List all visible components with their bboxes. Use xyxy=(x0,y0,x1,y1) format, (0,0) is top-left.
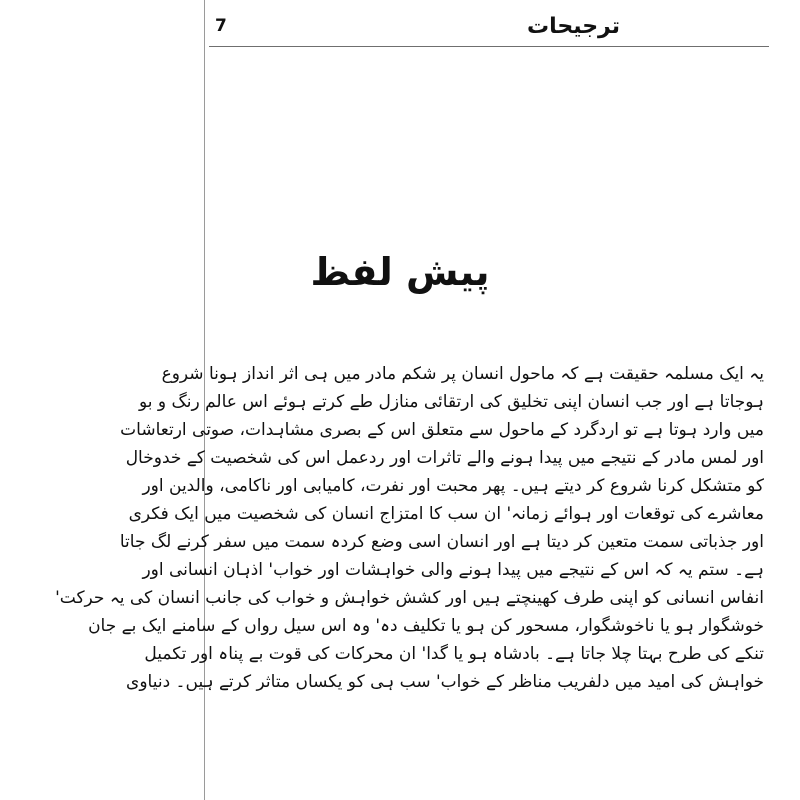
text-line: خوشگوار ہو یا ناخوشگوار، مسحور کن ہو یا تکلیف دہ' وہ اس سیل رواں کے سامنے ایک بے جان xyxy=(88,616,764,636)
text-line: معاشرے کی توقعات اور ہوائے زمانہ' ان سب کا امتزاج انسان کی شخصیت میں ایک فکری xyxy=(128,504,764,524)
text-line: انفاس انسانی کو اپنی طرف کھینچتے ہیں اور کشش خواہش و خواب کی جانب انسان کی یہ حرکت' xyxy=(55,588,764,608)
text-line: کو متشکل کرنا شروع کر دیتے ہیں۔ پھر محبت اور نفرت، کامیابی اور ناکامی، والدین اور xyxy=(142,476,764,496)
text-line: ہے۔ ستم یہ کہ اس کے نتیجے میں پیدا ہونے والی خواہشات اور خواب' اذہان انسانی اور xyxy=(142,560,764,580)
running-title: ترجیحات xyxy=(526,14,620,39)
text-line: اور جذباتی سمت متعین کر دیتا ہے اور انسان اسی وضع کردہ سمت میں سفر کرنے لگ جاتا xyxy=(119,532,764,552)
text-line: ہوجاتا ہے اور جب انسان اپنی تخلیق کی ارتقائی منازل طے کرتے ہوئے اس عالم رنگ و بو xyxy=(139,392,764,412)
header-divider xyxy=(209,46,769,47)
text-line: تنکے کی طرح بہتا چلا جاتا ہے۔ بادشاہ ہو یا گدا' ان محرکات کی قوت بے پناہ اور تکمیل xyxy=(144,644,764,664)
page-number: 7 xyxy=(215,16,227,36)
chapter-title: پیش لفظ xyxy=(310,250,490,294)
text-line: میں وارد ہوتا ہے تو اردگرد کے ماحول سے متعلق اس کے بصری مشاہدات، صوتی ارتعاشات xyxy=(120,420,764,440)
text-line: یہ ایک مسلمہ حقیقت ہے کہ ماحول انسان پر شکم مادر میں ہی اثر انداز ہونا شروع xyxy=(161,364,764,384)
text-line: اور لمس مادر کے نتیجے میں پیدا ہونے والے تاثرات اور ردعمل اس کی شخصیت کے خدوخال xyxy=(125,448,764,468)
text-line: خواہش کی امید میں دلفریب مناظر کے خواب' سب ہی کو یکساں متاثر کرتے ہیں۔ دنیاوی xyxy=(126,672,764,692)
body-paragraph xyxy=(55,360,764,780)
